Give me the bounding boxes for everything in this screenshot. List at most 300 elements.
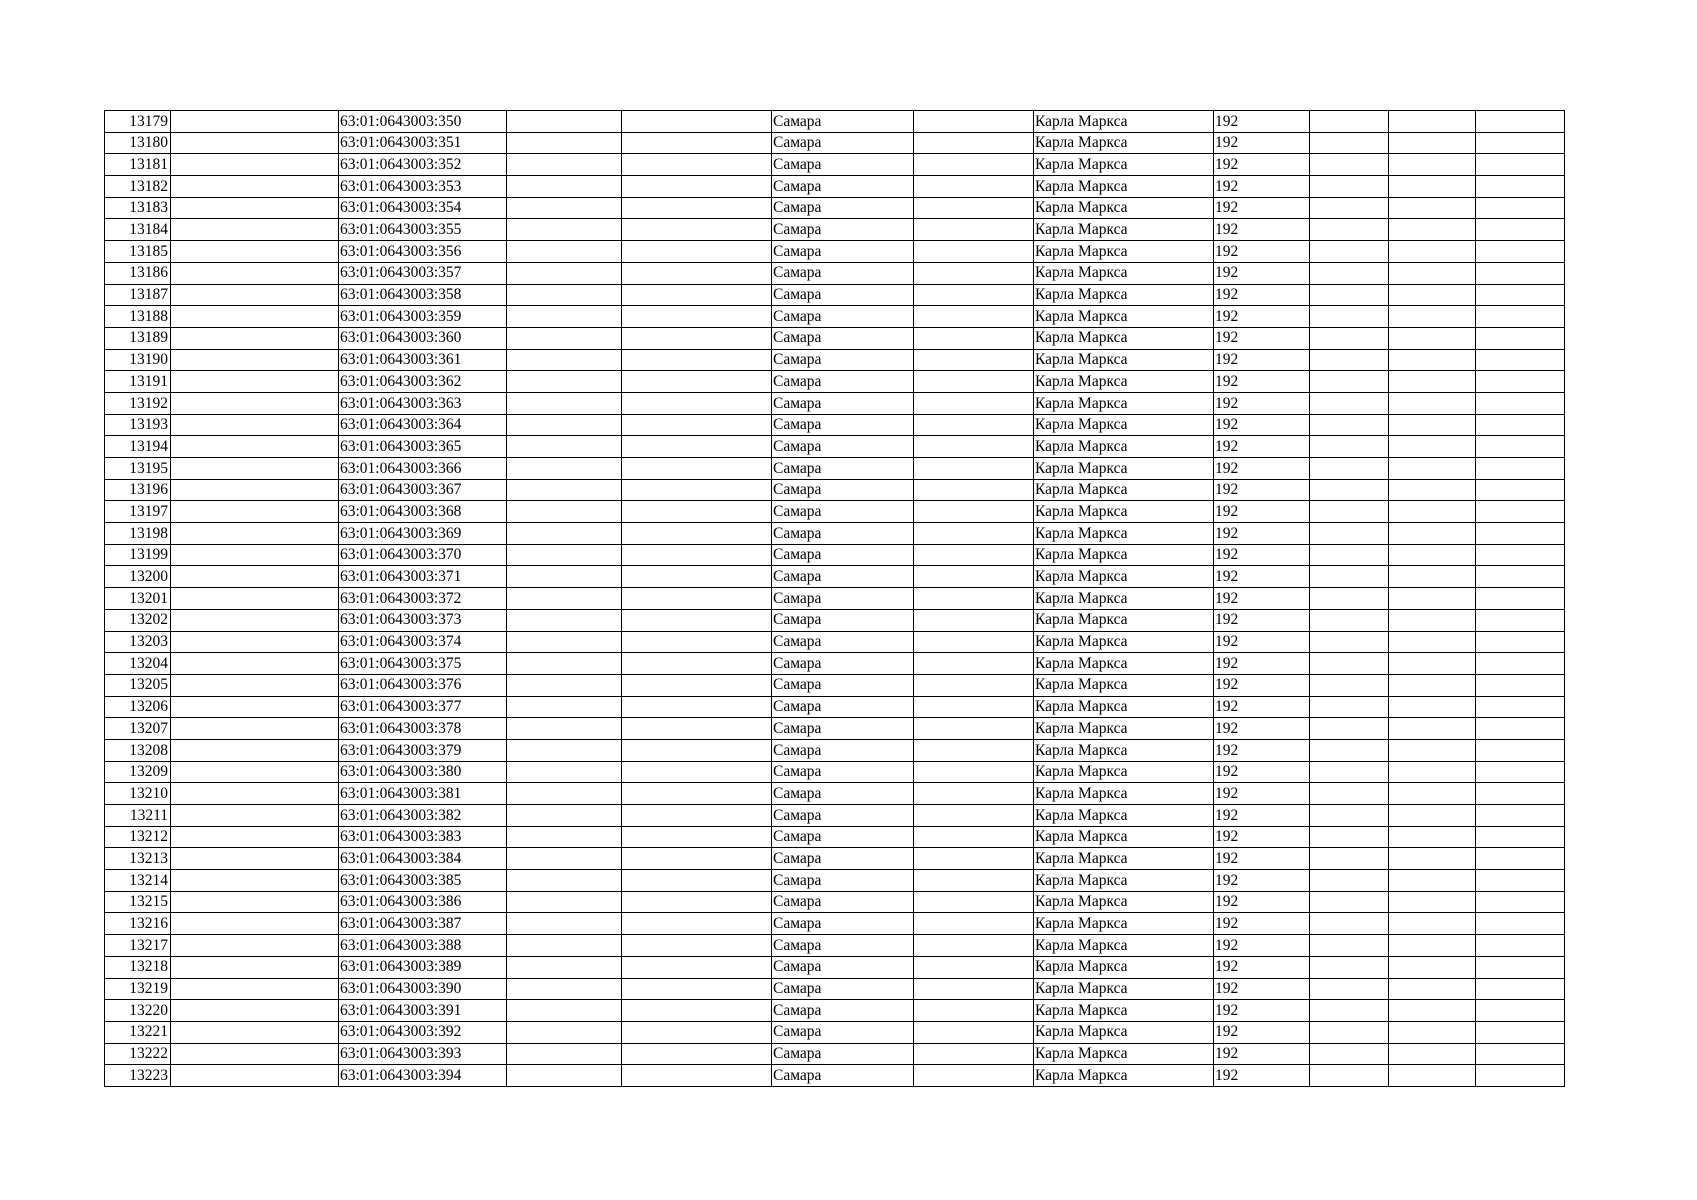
city-cell: Самара [772,1000,914,1022]
empty-cell [171,956,339,978]
empty-cell [622,241,772,263]
table-row [105,154,1565,176]
city-cell: Самара [772,739,914,761]
empty-cell [914,479,1034,501]
row-number-cell: 13203 [105,631,171,653]
house-number-cell: 192 [1214,588,1310,610]
row-number-cell: 13193 [105,414,171,436]
house-number-cell: 192 [1214,739,1310,761]
street-cell: Карла Маркса [1034,544,1214,566]
empty-cell [1476,111,1565,133]
empty-cell [1389,479,1476,501]
house-number-cell: 192 [1214,718,1310,740]
street-cell: Карла Маркса [1034,154,1214,176]
house-number-cell: 192 [1214,479,1310,501]
empty-cell [171,219,339,241]
empty-cell [1389,197,1476,219]
house-number-cell: 192 [1214,544,1310,566]
house-number-cell: 192 [1214,1065,1310,1087]
empty-cell [622,978,772,1000]
table-row [105,262,1565,284]
city-cell: Самара [772,349,914,371]
row-number-cell: 13208 [105,739,171,761]
city-cell: Самара [772,718,914,740]
empty-cell [1310,1000,1389,1022]
empty-cell [622,132,772,154]
city-cell: Самара [772,284,914,306]
city-cell: Самара [772,935,914,957]
empty-cell [1310,653,1389,675]
row-number-cell: 13190 [105,349,171,371]
city-cell: Самара [772,956,914,978]
empty-cell [622,870,772,892]
city-cell: Самара [772,327,914,349]
row-number-cell: 13207 [105,718,171,740]
empty-cell [622,631,772,653]
cadastral-number-cell: 63:01:0643003:364 [339,414,507,436]
cadastral-number-cell: 63:01:0643003:362 [339,371,507,393]
empty-cell [171,631,339,653]
empty-cell [1476,1043,1565,1065]
cadastral-number-cell: 63:01:0643003:372 [339,588,507,610]
row-number-cell: 13181 [105,154,171,176]
empty-cell [622,523,772,545]
house-number-cell: 192 [1214,913,1310,935]
empty-cell [171,761,339,783]
empty-cell [507,891,622,913]
empty-cell [1310,891,1389,913]
city-cell: Самара [772,674,914,696]
empty-cell [171,826,339,848]
empty-cell [622,392,772,414]
empty-cell [622,674,772,696]
row-number-cell: 13185 [105,241,171,263]
empty-cell [1389,371,1476,393]
empty-cell [1310,436,1389,458]
empty-cell [1310,479,1389,501]
cadastral-number-cell: 63:01:0643003:358 [339,284,507,306]
empty-cell [914,783,1034,805]
empty-cell [1310,870,1389,892]
empty-cell [1476,718,1565,740]
table-row [105,241,1565,263]
empty-cell [622,458,772,480]
city-cell: Самара [772,414,914,436]
row-number-cell: 13220 [105,1000,171,1022]
cadastral-number-cell: 63:01:0643003:371 [339,566,507,588]
table-row [105,1000,1565,1022]
row-number-cell: 13213 [105,848,171,870]
empty-cell [1310,523,1389,545]
empty-cell [507,197,622,219]
empty-cell [1476,870,1565,892]
empty-cell [1389,284,1476,306]
street-cell: Карла Маркса [1034,284,1214,306]
empty-cell [1389,805,1476,827]
table-row [105,956,1565,978]
empty-cell [1310,327,1389,349]
empty-cell [1310,176,1389,198]
street-cell: Карла Маркса [1034,913,1214,935]
empty-cell [1310,306,1389,328]
cadastral-number-cell: 63:01:0643003:357 [339,262,507,284]
row-number-cell: 13204 [105,653,171,675]
empty-cell [622,956,772,978]
cadastral-number-cell: 63:01:0643003:368 [339,501,507,523]
empty-cell [1476,826,1565,848]
empty-cell [1476,241,1565,263]
empty-cell [1476,783,1565,805]
empty-cell [1389,219,1476,241]
empty-cell [1310,132,1389,154]
house-number-cell: 192 [1214,891,1310,913]
empty-cell [507,132,622,154]
cadastral-number-cell: 63:01:0643003:359 [339,306,507,328]
table-row [105,1065,1565,1087]
table-row [105,392,1565,414]
city-cell: Самара [772,458,914,480]
row-number-cell: 13200 [105,566,171,588]
empty-cell [1310,609,1389,631]
empty-cell [1389,523,1476,545]
row-number-cell: 13202 [105,609,171,631]
city-cell: Самара [772,826,914,848]
city-cell: Самара [772,1065,914,1087]
cadastral-number-cell: 63:01:0643003:389 [339,956,507,978]
empty-cell [171,739,339,761]
empty-cell [622,479,772,501]
empty-cell [1389,1065,1476,1087]
table-row [105,544,1565,566]
cadastral-number-cell: 63:01:0643003:360 [339,327,507,349]
table-row [105,349,1565,371]
empty-cell [1310,978,1389,1000]
house-number-cell: 192 [1214,111,1310,133]
empty-cell [171,327,339,349]
cadastral-number-cell: 63:01:0643003:363 [339,392,507,414]
empty-cell [1310,783,1389,805]
empty-cell [622,262,772,284]
empty-cell [914,1043,1034,1065]
table-row [105,891,1565,913]
empty-cell [507,479,622,501]
empty-cell [507,523,622,545]
empty-cell [1476,805,1565,827]
empty-cell [507,176,622,198]
empty-cell [1389,913,1476,935]
empty-cell [1476,1000,1565,1022]
row-number-cell: 13191 [105,371,171,393]
cadastral-number-cell: 63:01:0643003:384 [339,848,507,870]
row-number-cell: 13221 [105,1021,171,1043]
empty-cell [507,1021,622,1043]
city-cell: Самара [772,176,914,198]
empty-cell [507,241,622,263]
empty-cell [914,154,1034,176]
table-row [105,219,1565,241]
row-number-cell: 13184 [105,219,171,241]
city-cell: Самара [772,111,914,133]
empty-cell [914,653,1034,675]
empty-cell [1389,327,1476,349]
empty-cell [1310,566,1389,588]
empty-cell [1476,1021,1565,1043]
table-row [105,761,1565,783]
city-cell: Самара [772,696,914,718]
empty-cell [1389,241,1476,263]
house-number-cell: 192 [1214,609,1310,631]
row-number-cell: 13205 [105,674,171,696]
empty-cell [1389,631,1476,653]
empty-cell [1476,176,1565,198]
empty-cell [914,176,1034,198]
empty-cell [622,1043,772,1065]
house-number-cell: 192 [1214,458,1310,480]
empty-cell [171,696,339,718]
empty-cell [1310,197,1389,219]
city-cell: Самара [772,1021,914,1043]
house-number-cell: 192 [1214,1043,1310,1065]
street-cell: Карла Маркса [1034,176,1214,198]
empty-cell [1476,653,1565,675]
empty-cell [1310,588,1389,610]
empty-cell [1389,414,1476,436]
empty-cell [1476,913,1565,935]
cadastral-number-cell: 63:01:0643003:385 [339,870,507,892]
empty-cell [914,935,1034,957]
empty-cell [914,327,1034,349]
street-cell: Карла Маркса [1034,501,1214,523]
cadastral-number-cell: 63:01:0643003:377 [339,696,507,718]
empty-cell [914,262,1034,284]
table-row [105,718,1565,740]
empty-cell [1310,935,1389,957]
empty-cell [1310,284,1389,306]
city-cell: Самара [772,371,914,393]
empty-cell [914,631,1034,653]
empty-cell [1476,197,1565,219]
empty-cell [1389,436,1476,458]
table-row [105,913,1565,935]
empty-cell [622,696,772,718]
empty-cell [507,1000,622,1022]
empty-cell [507,371,622,393]
empty-cell [914,306,1034,328]
cadastral-number-cell: 63:01:0643003:355 [339,219,507,241]
street-cell: Карла Маркса [1034,718,1214,740]
row-number-cell: 13196 [105,479,171,501]
empty-cell [1310,392,1389,414]
empty-cell [171,1065,339,1087]
row-number-cell: 13180 [105,132,171,154]
empty-cell [1310,219,1389,241]
table-row [105,653,1565,675]
empty-cell [1310,1065,1389,1087]
empty-cell [171,805,339,827]
city-cell: Самара [772,653,914,675]
empty-cell [171,609,339,631]
street-cell: Карла Маркса [1034,458,1214,480]
row-number-cell: 13188 [105,306,171,328]
empty-cell [914,848,1034,870]
empty-cell [914,436,1034,458]
table-row [105,826,1565,848]
empty-cell [914,696,1034,718]
house-number-cell: 192 [1214,696,1310,718]
empty-cell [1310,718,1389,740]
empty-cell [622,653,772,675]
city-cell: Самара [772,588,914,610]
empty-cell [622,913,772,935]
empty-cell [507,501,622,523]
empty-cell [1389,783,1476,805]
empty-cell [507,826,622,848]
empty-cell [171,653,339,675]
empty-cell [1476,219,1565,241]
row-number-cell: 13189 [105,327,171,349]
empty-cell [171,1021,339,1043]
empty-cell [1310,913,1389,935]
empty-cell [1476,891,1565,913]
empty-cell [507,154,622,176]
city-cell: Самара [772,913,914,935]
street-cell: Карла Маркса [1034,783,1214,805]
empty-cell [622,848,772,870]
empty-cell [171,458,339,480]
row-number-cell: 13210 [105,783,171,805]
city-cell: Самара [772,1043,914,1065]
house-number-cell: 192 [1214,653,1310,675]
cadastral-number-cell: 63:01:0643003:393 [339,1043,507,1065]
empty-cell [914,284,1034,306]
empty-cell [1389,891,1476,913]
house-number-cell: 192 [1214,826,1310,848]
table-row [105,284,1565,306]
house-number-cell: 192 [1214,805,1310,827]
street-cell: Карла Маркса [1034,956,1214,978]
row-number-cell: 13195 [105,458,171,480]
cadastral-number-cell: 63:01:0643003:382 [339,805,507,827]
house-number-cell: 192 [1214,523,1310,545]
empty-cell [171,306,339,328]
empty-cell [914,197,1034,219]
cadastral-number-cell: 63:01:0643003:387 [339,913,507,935]
row-number-cell: 13183 [105,197,171,219]
empty-cell [171,392,339,414]
empty-cell [1310,674,1389,696]
house-number-cell: 192 [1214,436,1310,458]
empty-cell [1476,1065,1565,1087]
table-row [105,588,1565,610]
empty-cell [507,935,622,957]
empty-cell [1310,262,1389,284]
street-cell: Карла Маркса [1034,523,1214,545]
empty-cell [507,913,622,935]
empty-cell [914,978,1034,1000]
empty-cell [914,241,1034,263]
cadastral-number-cell: 63:01:0643003:356 [339,241,507,263]
empty-cell [914,739,1034,761]
empty-cell [1389,1000,1476,1022]
empty-cell [507,111,622,133]
house-number-cell: 192 [1214,392,1310,414]
empty-cell [171,870,339,892]
city-cell: Самара [772,870,914,892]
city-cell: Самара [772,523,914,545]
empty-cell [507,653,622,675]
empty-cell [1389,739,1476,761]
empty-cell [507,436,622,458]
row-number-cell: 13223 [105,1065,171,1087]
empty-cell [1310,111,1389,133]
empty-cell [1476,566,1565,588]
empty-cell [1389,870,1476,892]
table-row [105,870,1565,892]
cadastral-number-cell: 63:01:0643003:351 [339,132,507,154]
empty-cell [914,891,1034,913]
empty-cell [171,349,339,371]
cadastral-number-cell: 63:01:0643003:375 [339,653,507,675]
empty-cell [171,1043,339,1065]
empty-cell [622,414,772,436]
street-cell: Карла Маркса [1034,436,1214,458]
empty-cell [1389,544,1476,566]
empty-cell [1476,631,1565,653]
house-number-cell: 192 [1214,154,1310,176]
table-row [105,674,1565,696]
street-cell: Карла Маркса [1034,761,1214,783]
cadastral-number-cell: 63:01:0643003:366 [339,458,507,480]
street-cell: Карла Маркса [1034,1021,1214,1043]
empty-cell [914,523,1034,545]
empty-cell [914,1021,1034,1043]
row-number-cell: 13198 [105,523,171,545]
street-cell: Карла Маркса [1034,674,1214,696]
cadastral-number-cell: 63:01:0643003:378 [339,718,507,740]
house-number-cell: 192 [1214,306,1310,328]
empty-cell [622,1000,772,1022]
empty-cell [1389,154,1476,176]
cadastral-number-cell: 63:01:0643003:361 [339,349,507,371]
street-cell: Карла Маркса [1034,327,1214,349]
cadastral-number-cell: 63:01:0643003:353 [339,176,507,198]
empty-cell [622,219,772,241]
empty-cell [622,826,772,848]
empty-cell [171,935,339,957]
empty-cell [914,588,1034,610]
empty-cell [1476,349,1565,371]
city-cell: Самара [772,132,914,154]
empty-cell [507,783,622,805]
cadastral-number-cell: 63:01:0643003:365 [339,436,507,458]
empty-cell [171,371,339,393]
house-number-cell: 192 [1214,241,1310,263]
house-number-cell: 192 [1214,371,1310,393]
empty-cell [507,848,622,870]
cadastral-number-cell: 63:01:0643003:367 [339,479,507,501]
row-number-cell: 13186 [105,262,171,284]
house-number-cell: 192 [1214,176,1310,198]
empty-cell [507,761,622,783]
empty-cell [914,1065,1034,1087]
cadastral-number-cell: 63:01:0643003:392 [339,1021,507,1043]
street-cell: Карла Маркса [1034,588,1214,610]
street-cell: Карла Маркса [1034,262,1214,284]
empty-cell [171,241,339,263]
table-row [105,609,1565,631]
empty-cell [1389,1021,1476,1043]
cadastral-number-cell: 63:01:0643003:376 [339,674,507,696]
